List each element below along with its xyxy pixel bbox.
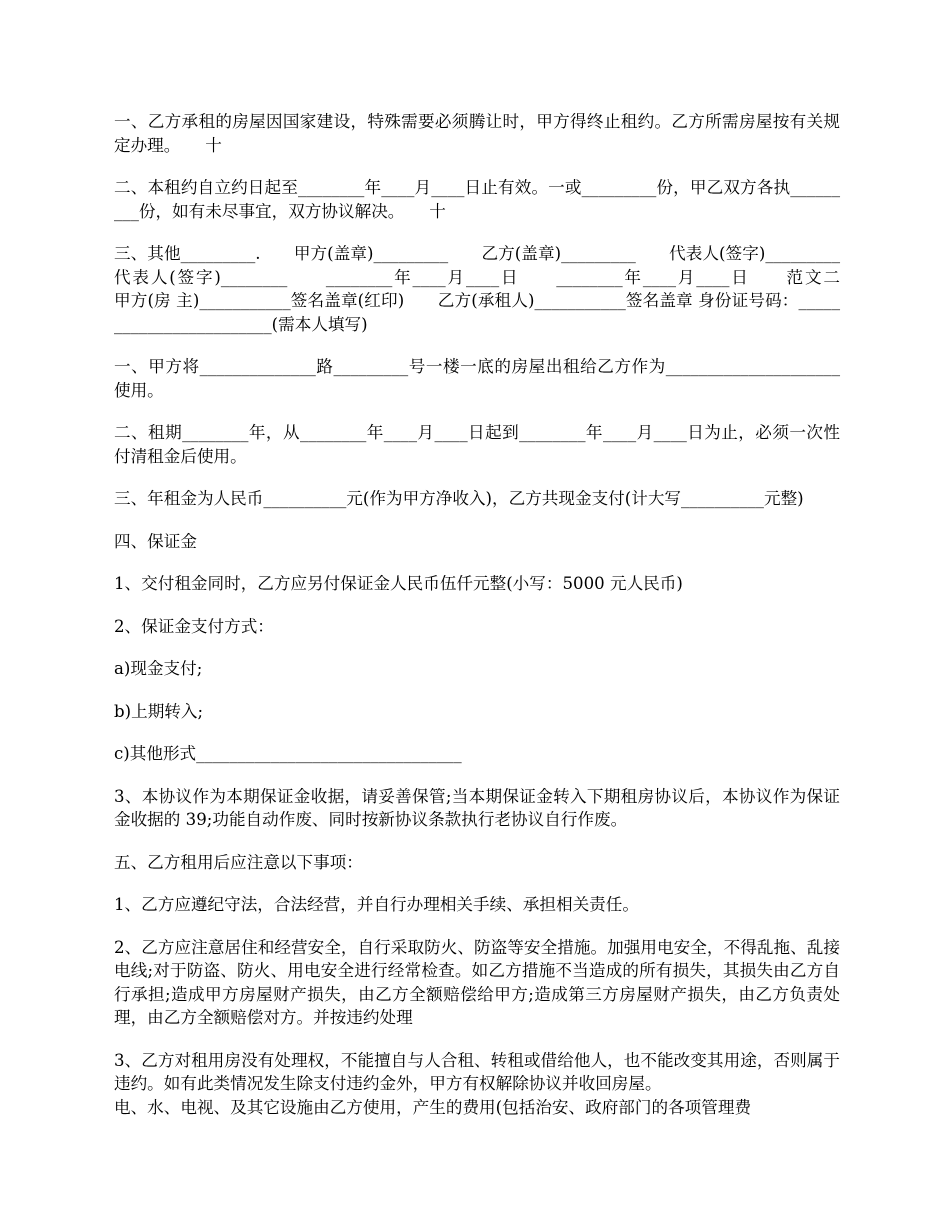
- paragraph-utilities: 电、水、电视、及其它设施由乙方使用，产生的费用(包括治安、政府部门的各项管理费: [114, 1097, 752, 1117]
- list-item-transfer: b)上期转入;: [114, 701, 204, 721]
- paragraph-other-signatures: 三、其他_________. 甲方(盖章)_________ 乙方(盖章)_________ 代表人(签字)_________ 代表人(签字)________ ________年____月____日 ________年____月____日 范文二 甲方(房 主)___________签名盖章(红印) 乙方(承租人)___________签名盖章 身份证号码：________________________(需本人填写): [114, 244, 874, 334]
- paragraph-lease-term: 二、租期________年，从________年____月____日起到________年____月____日为止，必须一次性付清租金后使用。: [114, 423, 840, 466]
- section-heading-deposit: 四、保证金: [114, 531, 197, 551]
- paragraph-safety: 2、乙方应注意居住和经营安全，自行采取防火、防盗等安全措施。加强用电安全，不得乱拖、乱接电线;对于防盗、防火、用电安全进行经常检查。如乙方措施不当造成的所有损失，其损失由乙方自行承担;造成甲方房屋财产损失，由乙方全额赔偿给甲方;造成第三方房屋财产损失，由乙方负责处理，由乙方全额赔偿对方。并按违约处理: [114, 937, 840, 1027]
- paragraph-annual-rent: 三、年租金为人民币__________元(作为甲方净收入)，乙方共现金支付(计大写__________元整): [114, 489, 804, 508]
- document-page: [114, 110, 874, 1119]
- paragraph-no-sublease: 3、乙方对租用房没有处理权，不能擅自与人合租、转租或借给他人，也不能改变其用途，否则属于违约。如有此类情况发生除支付违约金外，甲方有权解除协议并收回房屋。: [114, 1050, 840, 1093]
- list-item-other: c)其他形式________________________________: [114, 744, 462, 763]
- list-item-cash: a)现金支付;: [114, 659, 203, 678]
- paragraph-lease-object: 一、甲方将______________路_________号一楼一底的房屋出租给乙方作为_____________________使用。: [114, 357, 840, 400]
- paragraph-law-abiding: 1、乙方应遵纪守法，合法经营，并自行办理相关手续、承担相关责任。: [114, 895, 639, 914]
- paragraph-deposit-amount: 1、交付租金同时，乙方应另付保证金人民币伍仟元整(小写：5000 元人民币): [114, 574, 683, 593]
- paragraph-termination: 一、乙方承租的房屋因国家建设，特殊需要必须腾让时，甲方得终止租约。乙方所需房屋按有关规定办理。 十: [114, 112, 840, 155]
- paragraph-deposit-method: 2、保证金支付方式：: [114, 616, 274, 636]
- section-heading-notices: 五、乙方租用后应注意以下事项：: [114, 852, 363, 872]
- paragraph-deposit-receipt: 3、本协议作为本期保证金收据，请妥善保管;当本期保证金转入下期租房协议后，本协议作为保证金收据的 39;功能自动作废、同时按新协议条款执行老协议自行作废。: [114, 786, 840, 829]
- paragraph-validity: 二、本租约自立约日起至________年____月____日止有效。一或_________份，甲乙双方各执_________份，如有未尽事宜，双方协议解决。 十: [114, 178, 840, 221]
